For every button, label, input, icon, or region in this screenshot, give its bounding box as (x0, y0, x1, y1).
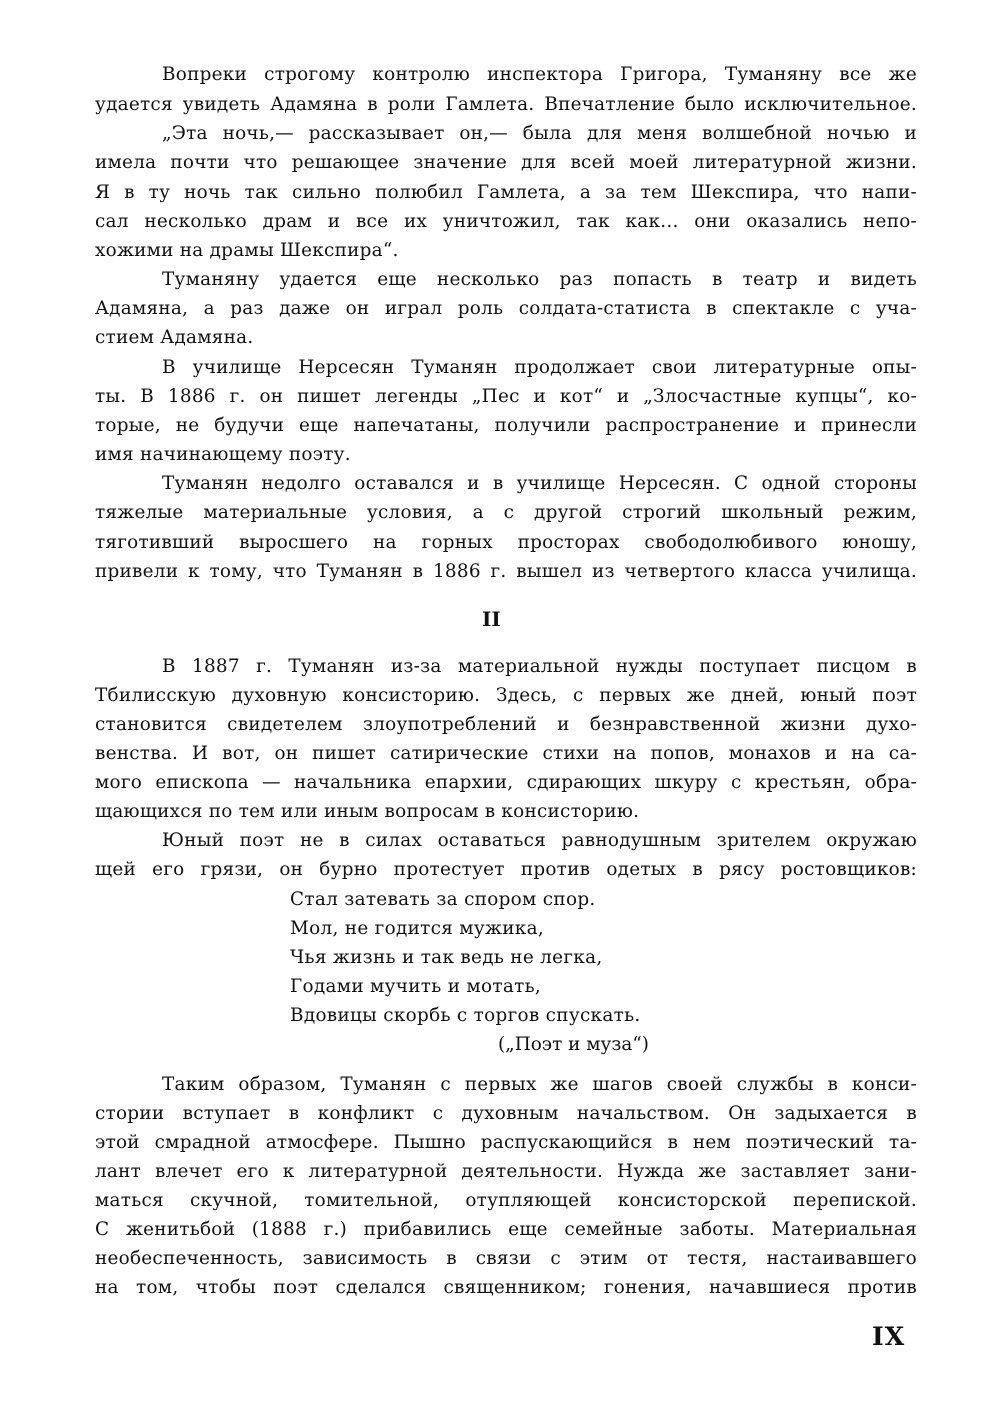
text-line: необеспеченность, зависимость в связи с этим от тестя, настаивавшего (95, 1248, 917, 1269)
text-line: на том, чтобы поэт сделался священником; гонения, начавшиеся против (95, 1277, 917, 1298)
text-line: хожими на драмы Шекспира“. (95, 240, 399, 261)
text-line: сал несколько драм и все их уничтожил, так как... они оказались непо- (95, 211, 917, 232)
text-line: Туманян недолго оставался и в училище Нерсесян. С одной стороны (162, 473, 917, 494)
text-line: В училище Нерсесян Туманян продолжает свои литературные опы- (162, 357, 917, 378)
text-line: В 1887 г. Туманян из-за материальной нужды поступает писцом в (162, 656, 917, 677)
text-line: лант влечет его к литературной деятельности. Нужда же заставляет зани- (95, 1161, 917, 1182)
text-line: венства. И вот, он пишет сатирические стихи на попов, монахов и на са- (95, 743, 917, 764)
section-number: II (482, 607, 501, 631)
text-line: стием Адамяна. (95, 327, 254, 348)
text-line: Юный поэт не в силах оставаться равнодушным зрителем окружаю (162, 830, 917, 851)
text-line: торые, не будучи еще напечатаны, получили распространение и принесли (95, 415, 917, 436)
text-line: Туманяну удается еще несколько раз попасть в театр и видеть (162, 269, 917, 290)
text-line: щей его грязи, он бурно протестует против одетых в рясу ростовщиков: (95, 859, 917, 880)
text-line: привели к тому, что Туманян в 1886 г. вышел из четвертого класса училища. (95, 561, 917, 582)
text-line: Таким образом, Туманян с первых же шагов своей службы в конси- (162, 1074, 917, 1095)
text-line: Адамяна, а раз даже он играл роль солдата-статиста в спектакле с уча- (95, 298, 917, 319)
text-line: тяжелые материальные условия, а с другой строгий школьный режим, (95, 502, 917, 523)
page-number: IX (872, 1322, 906, 1351)
text-line: маться скучной, томительной, отупляющей консисторской перепиской. (95, 1190, 917, 1211)
poem-line: Годами мучить и мотать, (290, 976, 542, 997)
text-line: Я в ту ночь так сильно полюбил Гамлета, а за тем Шекспира, что напи- (95, 182, 917, 203)
poem-line: Чья жизнь и так ведь не легка, (290, 947, 603, 968)
poem-line: Вдовицы скорбь с торгов спускать. (290, 1005, 641, 1026)
text-line: удается увидеть Адамяна в роли Гамлета. Впечатление было исключительное. (95, 94, 917, 115)
poem-citation: („Поэт и муза“) (498, 1034, 649, 1055)
poem-line: Мол, не годится мужика, (290, 918, 544, 939)
text-line: ты. В 1886 г. он пишет легенды „Пес и кот“ и „Злосчастные купцы“, ко- (95, 386, 917, 407)
poem-line: Стал затевать за спором спор. (290, 889, 596, 910)
text-line: Тбилисскую духовную консисторию. Здесь, с первых же дней, юный поэт (95, 685, 917, 706)
text-line: „Эта ночь,— рассказывает он,— была для меня волшебной ночью и (162, 123, 917, 144)
text-line: тяготивший выросшего на горных просторах свободолюбивого юношу, (95, 532, 917, 553)
text-line: имела почти что решающее значение для всей моей литературной жизни. (95, 152, 917, 173)
text-line: щающихся по тем или иным вопросам в консисторию. (95, 801, 640, 822)
text-line: имя начинающему поэту. (95, 444, 351, 465)
text-line: становится свидетелем злоупотреблений и безнравственной жизни духо- (95, 714, 917, 735)
text-line: С женитьбой (1888 г.) прибавились еще семейные заботы. Материальная (95, 1219, 917, 1240)
text-line: этой смрадной атмосфере. Пышно распускающийся в нем поэтический та- (95, 1132, 917, 1153)
text-line: стории вступает в конфликт с духовным начальством. Он задыхается в (95, 1103, 917, 1124)
text-line: Вопреки строгому контролю инспектора Григора, Туманяну все же (162, 64, 917, 85)
text-line: мого епископа — начальника епархии, сдирающих шкуру с крестьян, обра- (95, 772, 917, 793)
